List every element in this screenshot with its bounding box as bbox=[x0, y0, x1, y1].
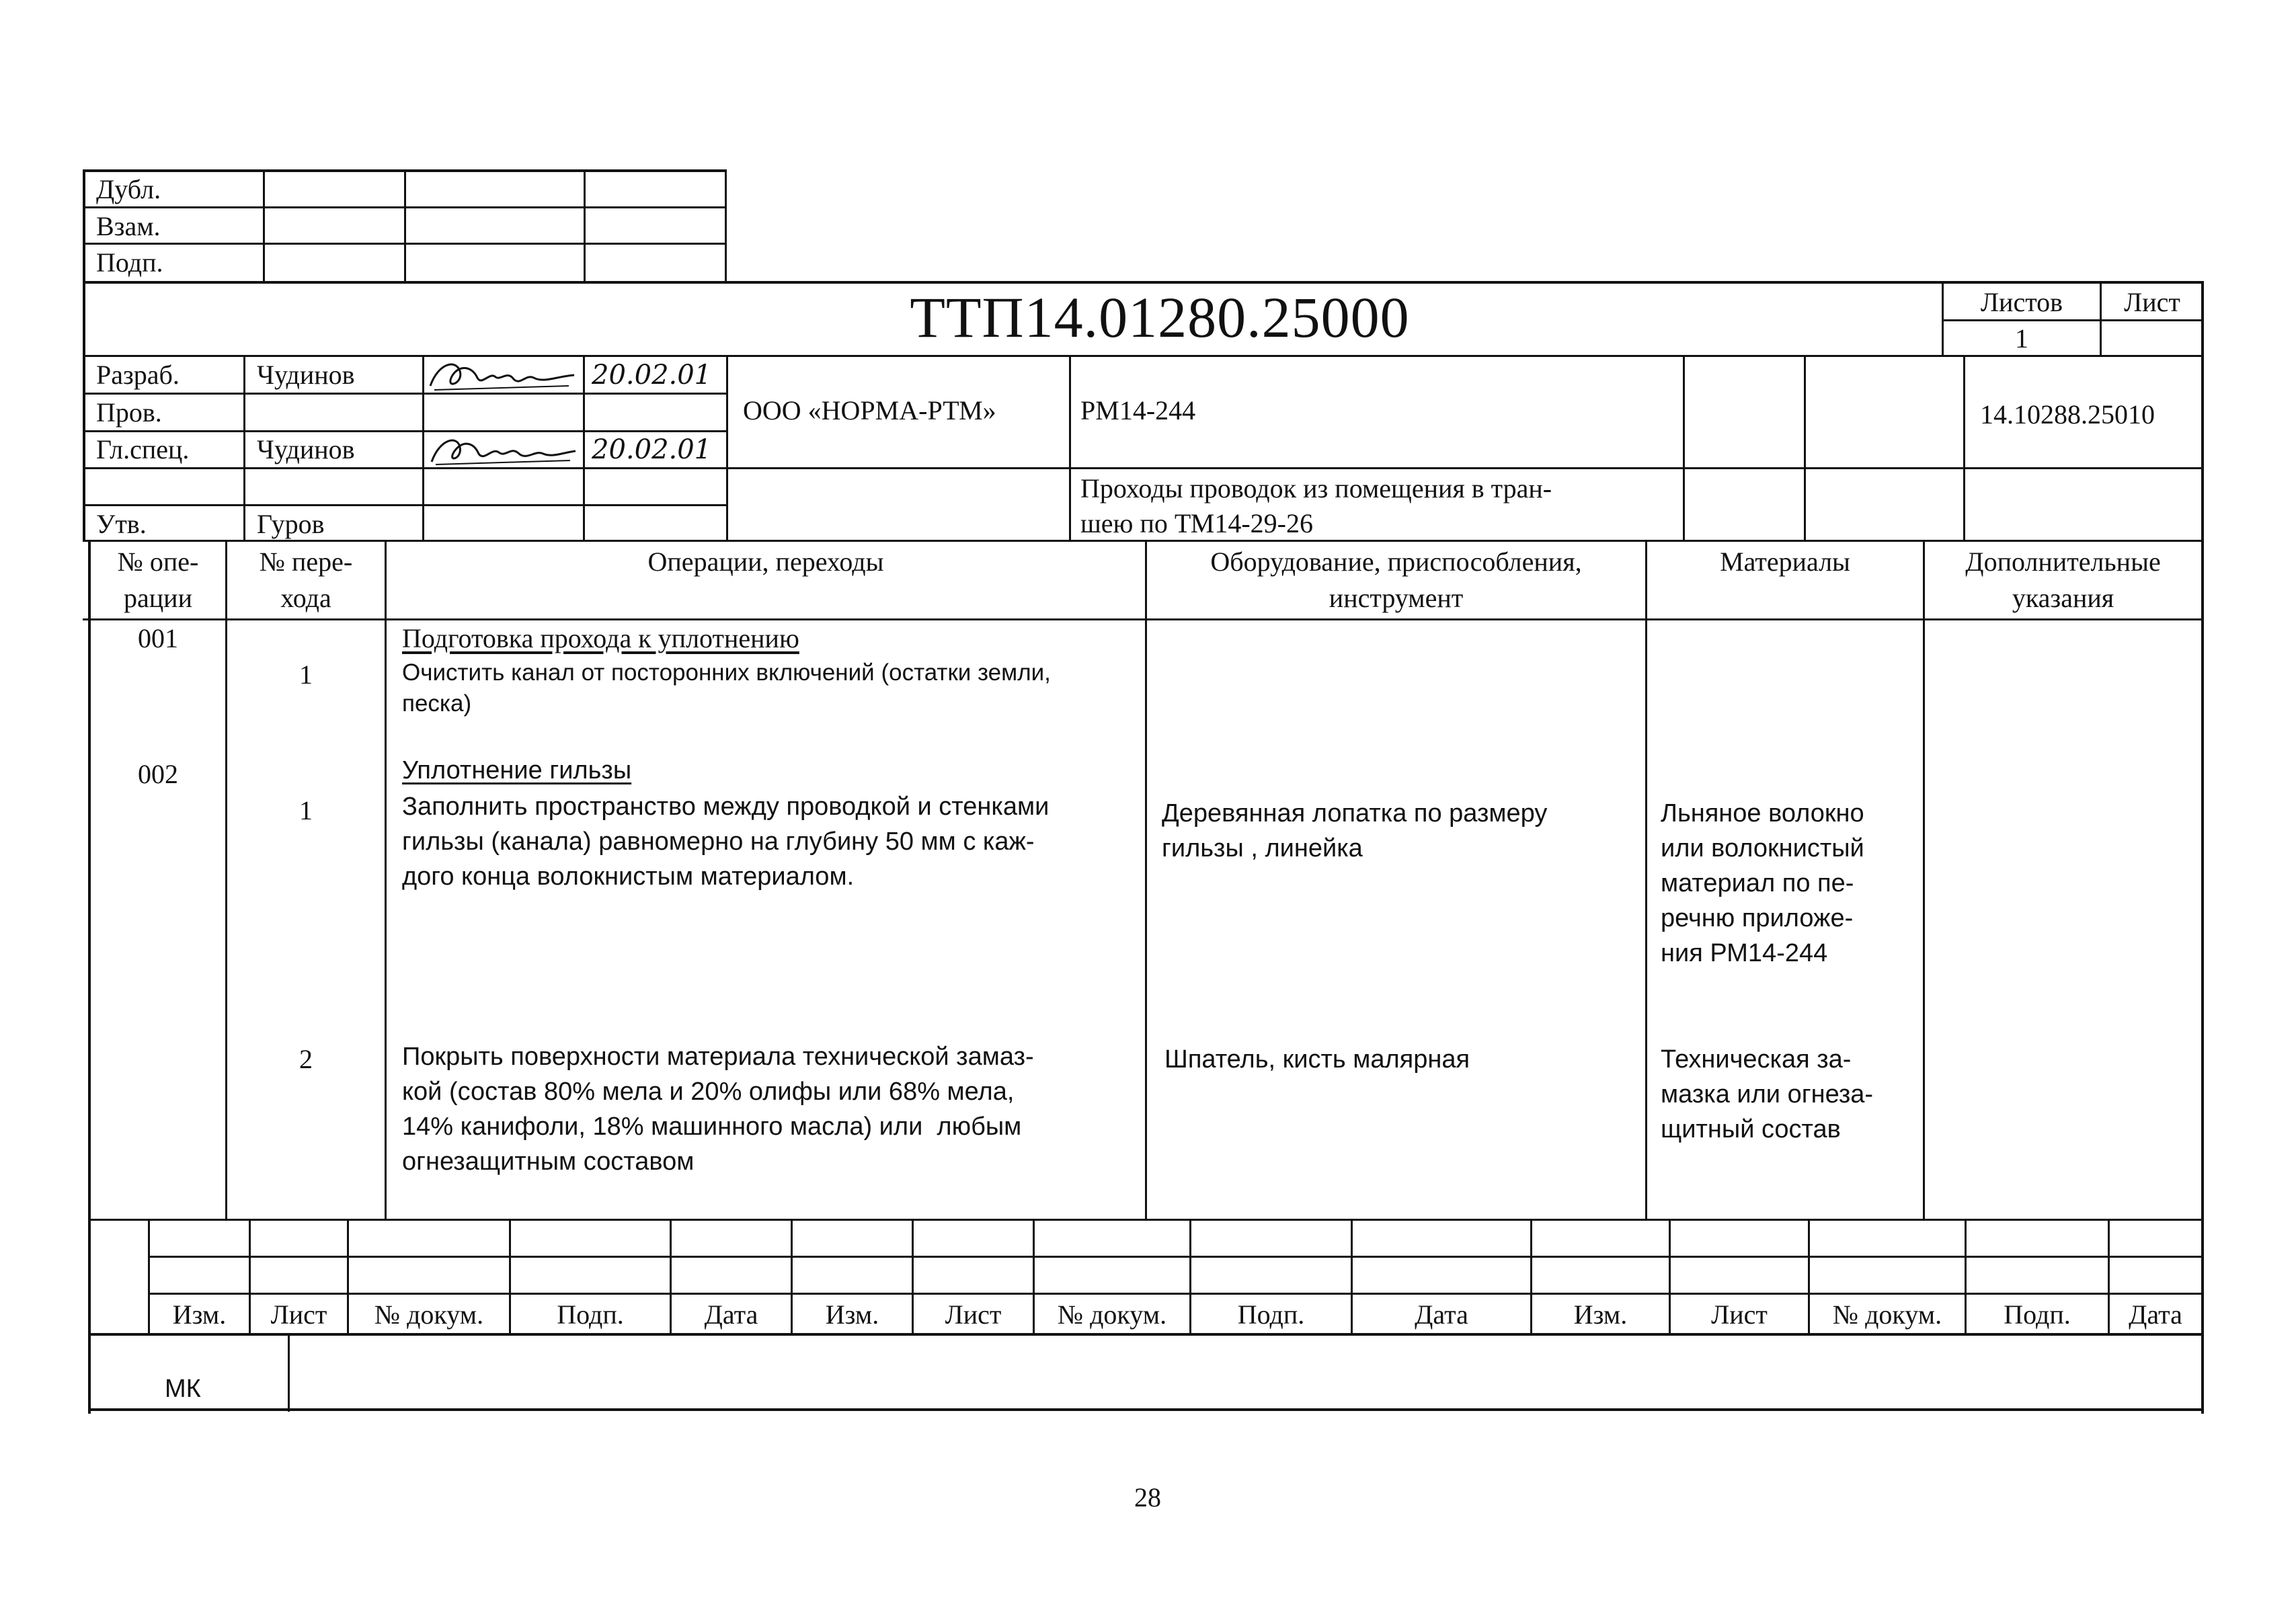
form-line bbox=[88, 1408, 2204, 1411]
form-border bbox=[83, 281, 85, 542]
rev-col-podp-2: Подп. bbox=[1237, 1299, 1305, 1330]
rev-col-data-1: Дата bbox=[704, 1299, 758, 1330]
form-line bbox=[1804, 355, 1806, 542]
form-line bbox=[1923, 540, 1925, 1220]
glspec-date: 20.02.01 bbox=[592, 434, 712, 465]
rev-col-izm-3: Изм. bbox=[1573, 1299, 1628, 1330]
form-line bbox=[1069, 355, 1071, 542]
glspec-signature bbox=[425, 431, 581, 469]
op2-step1-equipment-line-2: гильзы , линейка bbox=[1162, 834, 1363, 862]
razrab-signature bbox=[425, 356, 581, 394]
form-line bbox=[726, 355, 728, 542]
rev-col-data-3: Дата bbox=[2129, 1299, 2182, 1330]
form-line bbox=[1645, 540, 1647, 1220]
form-line bbox=[1145, 540, 1147, 1220]
op2-step1-line-2: гильзы (канала) равномерно на глубину 50 мм с каж- bbox=[402, 828, 1035, 856]
sheets-count-label: Листов bbox=[1980, 287, 2063, 317]
rev-col-podp-3: Подп. bbox=[2004, 1299, 2071, 1330]
mk-label: МК bbox=[165, 1375, 201, 1403]
op2-step1-material-line-5: ния РМ14-244 bbox=[1661, 939, 1828, 967]
form-line bbox=[83, 393, 728, 395]
form-line bbox=[385, 540, 387, 1220]
op2-step2-material-line-2: мазка или огнеза- bbox=[1661, 1080, 1874, 1109]
rev-col-list-2: Лист bbox=[945, 1299, 1002, 1330]
col-materials: Материалы bbox=[1720, 547, 1850, 577]
op1-number: 001 bbox=[138, 623, 178, 653]
form-border bbox=[2201, 281, 2204, 1414]
col-equipment-line-2: инструмент bbox=[1329, 583, 1464, 613]
rev-col-doc-3: № докум. bbox=[1832, 1299, 1942, 1330]
col-notes-line-2: указания bbox=[2012, 583, 2114, 613]
right-code: 14.10288.25010 bbox=[1980, 399, 2155, 430]
op2-step2-line-4: огнезащитным составом bbox=[402, 1147, 695, 1176]
rev-col-list-3: Лист bbox=[1711, 1299, 1768, 1330]
op2-step1-material-line-4: речню приложе- bbox=[1661, 904, 1854, 932]
stamp-border bbox=[83, 169, 85, 282]
stamp-border bbox=[404, 169, 406, 282]
stamp-vzam: Взам. bbox=[96, 211, 161, 241]
form-line bbox=[83, 504, 728, 506]
op2-step2-material-line-1: Техническая за- bbox=[1661, 1045, 1852, 1074]
op2-step2-line-3: 14% канифоли, 18% машинного масла) или любым bbox=[402, 1113, 1022, 1141]
op2-step1-equipment-line-1: Деревянная лопатка по размеру bbox=[1162, 799, 1548, 828]
prov-label: Пров. bbox=[96, 397, 162, 428]
op2-step2-equipment: Шпатель, кисть малярная bbox=[1164, 1045, 1470, 1074]
op2-step2-line-2: кой (состав 80% мела и 20% олифы или 68% мела, bbox=[402, 1078, 1015, 1106]
op2-step1-line-1: Заполнить пространство между проводкой и стенками bbox=[402, 793, 1050, 821]
razrab-date: 20.02.01 bbox=[592, 360, 712, 391]
op1-step1-line-2: песка) bbox=[402, 690, 472, 717]
sheet-label: Лист bbox=[2124, 287, 2180, 317]
utv-label: Утв. bbox=[96, 509, 147, 539]
stamp-border bbox=[263, 169, 265, 282]
op2-step1-line-3: дого конца волокнистым материалом. bbox=[402, 862, 855, 891]
op2-number: 002 bbox=[138, 759, 178, 789]
col-equipment-line-1: Оборудование, приспособления, bbox=[1210, 547, 1582, 577]
form-line bbox=[583, 355, 585, 542]
stamp-border bbox=[725, 169, 727, 282]
rev-col-izm-2: Изм. bbox=[825, 1299, 879, 1330]
glspec-name: Чудинов bbox=[257, 434, 355, 465]
op1-step1-number: 1 bbox=[299, 659, 313, 690]
stamp-podp: Подп. bbox=[96, 247, 163, 278]
op1-step1-line-1: Очистить канал от посторонних включений (остатки земли, bbox=[402, 659, 1051, 686]
col-notes-line-1: Дополнительные bbox=[1965, 547, 2161, 577]
rev-col-list-1: Лист bbox=[270, 1299, 327, 1330]
col-step-no-line-2: хода bbox=[280, 583, 331, 613]
form-line bbox=[83, 540, 2204, 542]
op2-step1-material-line-2: или волокнистый bbox=[1661, 834, 1864, 862]
op2-step2-line-1: Покрыть поверхности материала технической замаз- bbox=[402, 1043, 1034, 1071]
stamp-border bbox=[584, 169, 586, 282]
sheets-count-value: 1 bbox=[2015, 323, 2028, 354]
op2-step2-material-line-3: щитный состав bbox=[1661, 1115, 1841, 1143]
op2-step1-material-line-1: Льняное волокно bbox=[1661, 799, 1864, 828]
op1-title: Подготовка прохода к уплотнению bbox=[402, 623, 799, 653]
razrab-name: Чудинов bbox=[257, 360, 355, 390]
stamp-dubl: Дубл. bbox=[96, 174, 161, 204]
page-number: 28 bbox=[1134, 1482, 1161, 1513]
form-line bbox=[83, 618, 2204, 620]
rev-col-izm-1: Изм. bbox=[172, 1299, 227, 1330]
form-line bbox=[148, 1256, 2204, 1258]
form-line bbox=[83, 467, 2204, 469]
op2-step1-material-line-3: материал по пе- bbox=[1661, 869, 1854, 897]
organization: ООО «НОРМА-РТМ» bbox=[743, 395, 996, 426]
razrab-label: Разраб. bbox=[96, 360, 180, 390]
form-line bbox=[1683, 355, 1685, 542]
form-line bbox=[288, 1334, 290, 1412]
description-line-1: Проходы проводок из помещения в тран- bbox=[1080, 473, 1552, 503]
rev-col-data-2: Дата bbox=[1415, 1299, 1468, 1330]
rev-col-podp-1: Подп. bbox=[557, 1299, 624, 1330]
glspec-label: Гл.спец. bbox=[96, 434, 190, 465]
form-line bbox=[88, 1333, 2204, 1336]
col-op-no-line-2: рации bbox=[124, 583, 192, 613]
form-line bbox=[148, 1293, 2204, 1295]
utv-name: Гуров bbox=[257, 509, 325, 539]
document-code: ТТП14.01280.25000 bbox=[910, 285, 1410, 350]
form-line bbox=[83, 355, 2204, 357]
col-op-no-line-1: № опе- bbox=[117, 547, 199, 577]
form-line bbox=[243, 355, 245, 542]
description-line-2: шею по ТМ14-29-26 bbox=[1080, 508, 1313, 538]
op2-title: Уплотнение гильзы bbox=[402, 756, 632, 784]
form-line bbox=[225, 540, 227, 1220]
form-line bbox=[88, 1219, 2204, 1221]
col-step-no-line-1: № пере- bbox=[259, 547, 353, 577]
rm-code: РМ14-244 bbox=[1080, 395, 1196, 426]
op2-step1-number: 1 bbox=[299, 795, 313, 825]
form-line bbox=[1963, 355, 1965, 542]
rev-col-doc-1: № докум. bbox=[374, 1299, 484, 1330]
col-operations: Операции, переходы bbox=[647, 547, 884, 577]
rev-col-doc-2: № докум. bbox=[1057, 1299, 1167, 1330]
form-line bbox=[422, 355, 424, 542]
form-border bbox=[88, 540, 91, 1414]
op2-step2-number: 2 bbox=[299, 1044, 313, 1074]
